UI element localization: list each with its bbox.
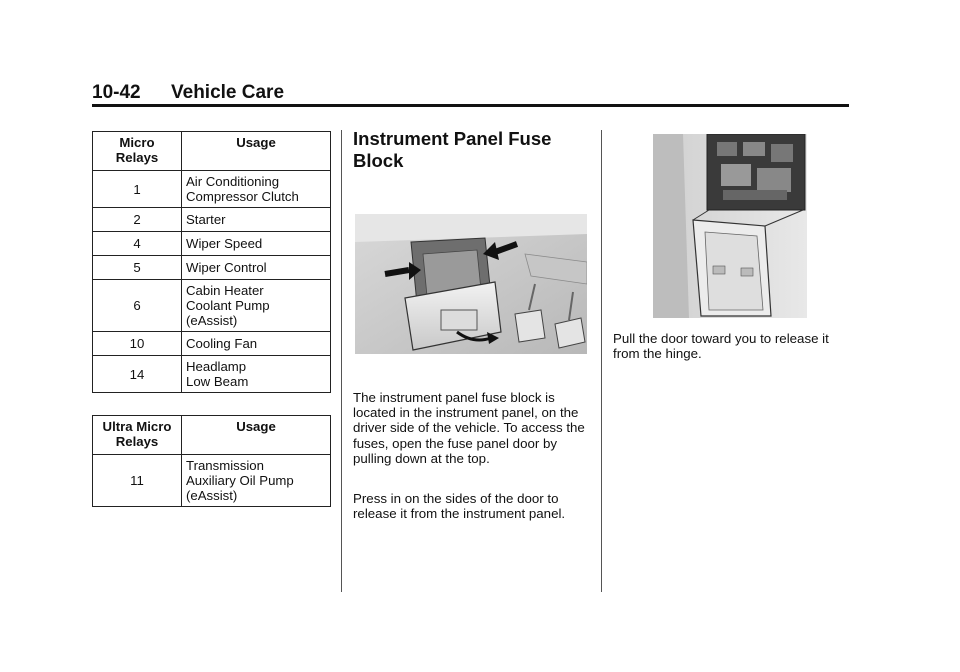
relay-number: 10 bbox=[93, 332, 182, 356]
section-title: Vehicle Care bbox=[171, 82, 285, 103]
table-header-relay: Ultra Micro Relays bbox=[93, 416, 182, 455]
relay-usage: Wiper Control bbox=[182, 256, 331, 280]
relay-number: 14 bbox=[93, 356, 182, 393]
relay-number: 4 bbox=[93, 232, 182, 256]
section-heading: Instrument Panel Fuse Block bbox=[353, 128, 552, 171]
page-number: 10-42 bbox=[92, 82, 141, 103]
table-header-usage: Usage bbox=[182, 416, 331, 455]
header-rule bbox=[92, 104, 849, 107]
table-header-row bbox=[93, 132, 331, 171]
micro-relays-table bbox=[92, 131, 331, 393]
relay-usage: Starter bbox=[182, 208, 331, 232]
table-row bbox=[93, 208, 331, 232]
relay-usage: Cooling Fan bbox=[182, 332, 331, 356]
fuse-panel-door-illustration bbox=[355, 214, 587, 354]
table-row bbox=[93, 332, 331, 356]
ultra-micro-relays-table bbox=[92, 415, 331, 507]
fuse-door-hinge-illustration bbox=[653, 134, 807, 318]
relay-usage: Wiper Speed bbox=[182, 232, 331, 256]
page-header bbox=[92, 82, 849, 106]
relay-number: 1 bbox=[93, 171, 182, 208]
relay-number: 11 bbox=[93, 455, 182, 507]
table-row bbox=[93, 455, 331, 507]
table-header-usage: Usage bbox=[182, 132, 331, 171]
relay-usage: Cabin Heater Coolant Pump (eAssist) bbox=[182, 280, 331, 332]
relay-number: 6 bbox=[93, 280, 182, 332]
table-header-row bbox=[93, 416, 331, 455]
paragraph-location: The instrument panel fuse block is located in the instrument panel, on the driver side of the vehicle. To access the fuses, open the fuse panel door by pulling down at the top. bbox=[353, 390, 585, 466]
paragraph-release: Press in on the sides of the door to release it from the instrument panel. bbox=[353, 491, 566, 522]
column-divider-left bbox=[341, 130, 342, 592]
table-row bbox=[93, 232, 331, 256]
paragraph-hinge: Pull the door toward you to release it from the hinge. bbox=[613, 331, 829, 362]
relay-usage: Headlamp Low Beam bbox=[182, 356, 331, 393]
table-row bbox=[93, 171, 331, 208]
table-row bbox=[93, 256, 331, 280]
column-divider-right bbox=[601, 130, 602, 592]
relay-number: 5 bbox=[93, 256, 182, 280]
relay-number: 2 bbox=[93, 208, 182, 232]
relay-usage: Transmission Auxiliary Oil Pump (eAssist) bbox=[182, 455, 331, 507]
table-row bbox=[93, 356, 331, 393]
table-header-relay: Micro Relays bbox=[93, 132, 182, 171]
table-row bbox=[93, 280, 331, 332]
relay-usage: Air Conditioning Compressor Clutch bbox=[182, 171, 331, 208]
